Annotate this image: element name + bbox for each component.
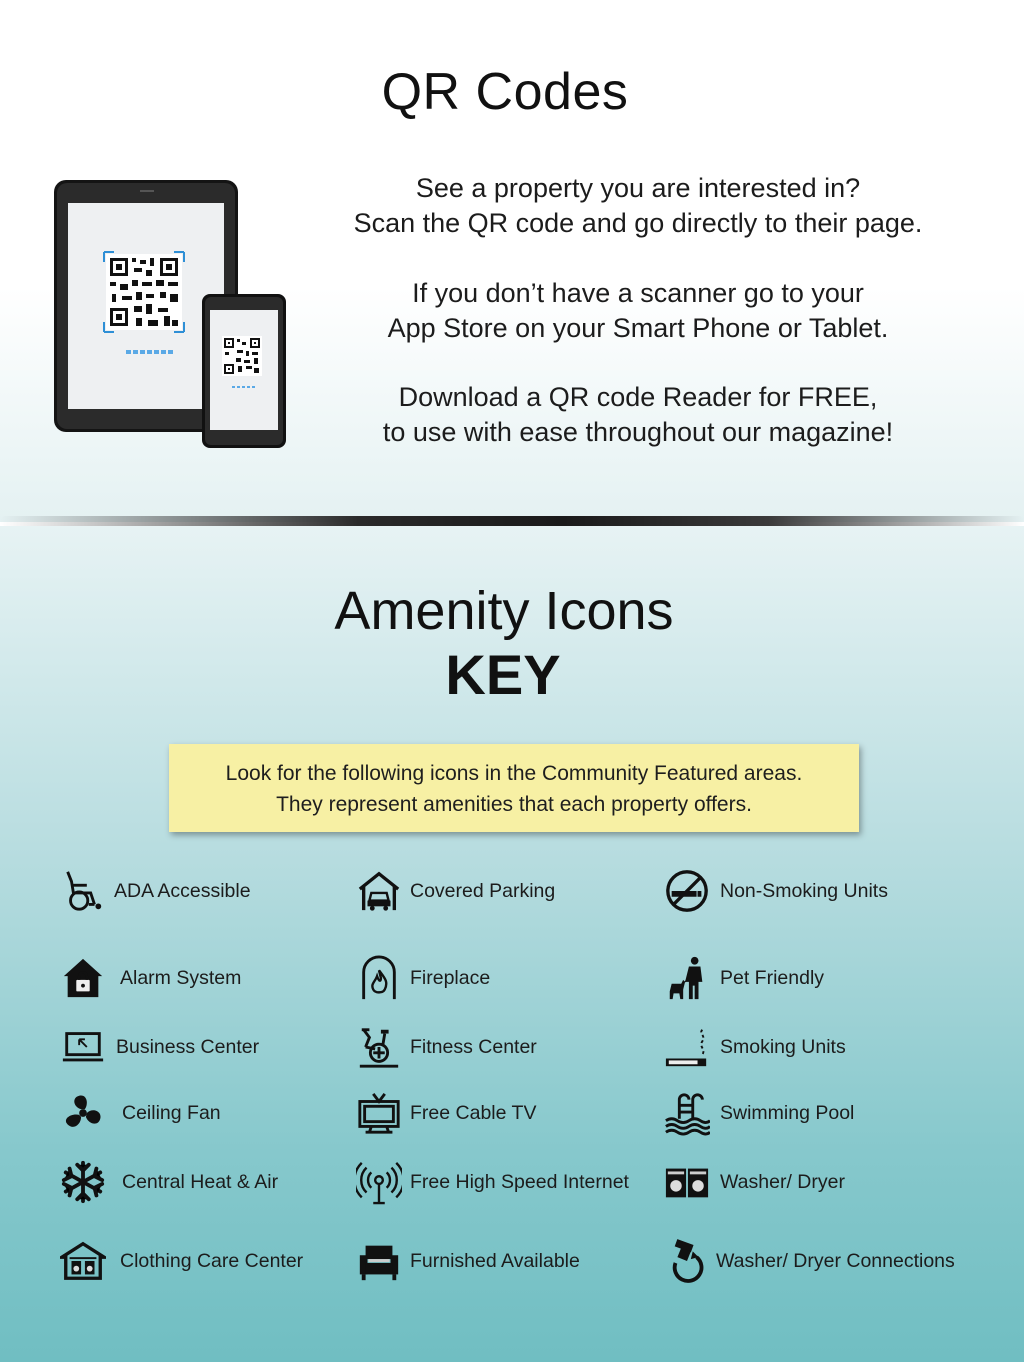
amenity-label: Fireplace [410, 966, 491, 989]
amenity-ada-accessible [58, 866, 251, 916]
qr-line: App Store on your Smart Phone or Tablet. [387, 313, 889, 343]
amenity-key-title: KEY [445, 643, 561, 706]
amenity-washer-dryer [662, 1157, 845, 1207]
amenity-label: Business Center [116, 1035, 260, 1058]
amenity-label: Clothing Care Center [120, 1249, 304, 1272]
amenity-label: Smoking Units [720, 1035, 846, 1058]
pool-icon [662, 1088, 712, 1138]
amenity-label: Alarm System [120, 966, 242, 989]
qr-line: If you don’t have a scanner go to your [412, 278, 864, 308]
amenity-label: Swimming Pool [720, 1101, 855, 1124]
qr-paragraph-3 [318, 380, 958, 450]
amenity-fireplace [354, 953, 490, 1003]
cigarette-icon [662, 1022, 712, 1072]
note-line: They represent amenities that each property offers. [276, 793, 752, 816]
amenity-pet-friendly [662, 953, 824, 1003]
tablet-phone-qr-illustration [48, 176, 298, 456]
amenity-label: Washer/ Dryer Connections [716, 1249, 955, 1272]
hookup-icon [662, 1236, 712, 1286]
qr-title: QR Codes [381, 63, 629, 121]
amenity-label: Fitness Center [410, 1035, 537, 1058]
amenity-free-cable-tv [354, 1088, 536, 1138]
alarm-house-icon [58, 953, 108, 1003]
amenity-title: Amenity Icons [334, 581, 674, 641]
qr-line: to use with ease throughout our magazine! [382, 417, 894, 447]
amenity-smoking-units [662, 1022, 846, 1072]
amenity-fitness-center [354, 1022, 537, 1072]
wheelchair-icon [58, 866, 108, 916]
amenity-label: Pet Friendly [720, 966, 825, 989]
amenity-free-high-speed-internet [354, 1157, 629, 1207]
section-divider [0, 516, 1024, 526]
qr-paragraph-2 [318, 276, 958, 346]
amenity-covered-parking [354, 866, 555, 916]
amenity-label: Non-Smoking Units [720, 879, 888, 902]
fan-icon [58, 1088, 108, 1138]
tv-icon [354, 1088, 404, 1138]
amenity-label: Furnished Available [410, 1249, 580, 1272]
qr-paragraph-1 [318, 171, 958, 241]
qr-line: Scan the QR code and go directly to their page. [353, 208, 923, 238]
amenity-business-center [58, 1022, 259, 1072]
amenity-label: Free Cable TV [410, 1101, 537, 1124]
amenity-non-smoking-units [662, 866, 888, 916]
amenity-label: ADA Accessible [114, 879, 251, 902]
amenity-washer-dryer-connections [662, 1236, 955, 1286]
amenity-label: Ceiling Fan [122, 1101, 221, 1124]
amenity-alarm-system [58, 953, 241, 1003]
amenity-label: Washer/ Dryer [720, 1170, 845, 1193]
wifi-tower-icon [354, 1157, 404, 1207]
amenity-ceiling-fan [58, 1088, 221, 1138]
sofa-icon [354, 1236, 404, 1286]
fireplace-icon [354, 953, 404, 1003]
devices-icon [48, 176, 298, 456]
amenity-label: Covered Parking [410, 879, 556, 902]
note-line: Look for the following icons in the Community Featured areas. [225, 762, 803, 785]
snowflake-icon [58, 1157, 108, 1207]
amenity-central-heat-air [58, 1157, 278, 1207]
no-smoking-icon [662, 866, 712, 916]
qr-line: See a property you are interested in? [415, 173, 861, 203]
garage-car-icon [354, 866, 404, 916]
instruction-note [169, 744, 859, 832]
qr-line: Download a QR code Reader for FREE, [398, 382, 878, 412]
amenity-label: Central Heat & Air [122, 1170, 279, 1193]
laptop-icon [58, 1022, 108, 1072]
amenity-clothing-care-center [58, 1236, 303, 1286]
exercise-bike-icon [354, 1022, 404, 1072]
amenity-furnished-available [354, 1236, 580, 1286]
amenity-label: Free High Speed Internet [410, 1170, 629, 1193]
amenity-swimming-pool [662, 1088, 854, 1138]
laundry-house-icon [58, 1236, 108, 1286]
washer-dryer-icon [662, 1157, 712, 1207]
person-with-dog-icon [662, 953, 712, 1003]
